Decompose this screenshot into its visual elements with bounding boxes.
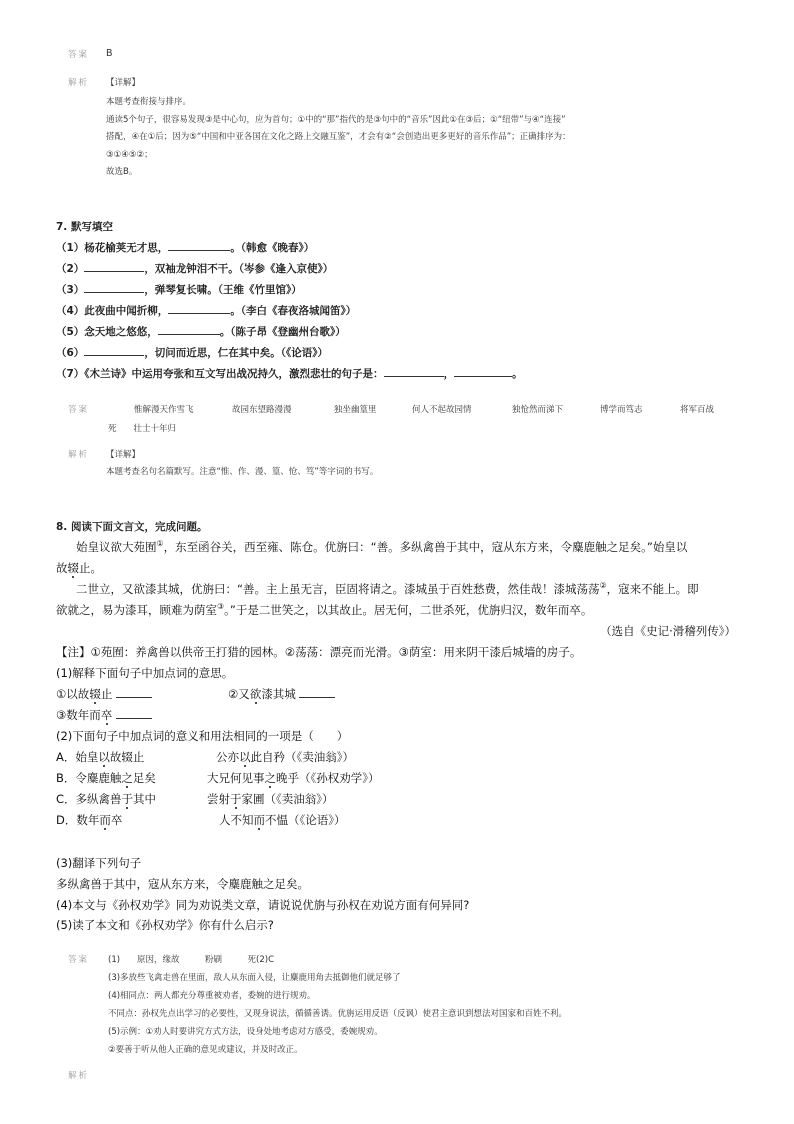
option-d-right bbox=[219, 812, 346, 828]
q7-item-6 bbox=[56, 345, 328, 360]
fill-blank[interactable] bbox=[84, 261, 144, 272]
passage-text: 其中 bbox=[133, 792, 157, 806]
q8-ans-3: (4)相同点：两人都充分尊重被劝者，委婉的进行规劝。 bbox=[108, 991, 316, 1001]
passage-text: ，寇来不能上。即 bbox=[606, 582, 699, 596]
fill-blank[interactable] bbox=[384, 366, 444, 377]
q8-ans-5: (5)示例：①劝人时要讲究方式方法，设身处地考虑对方感受，委婉规劝。 bbox=[108, 1027, 383, 1037]
q7-item-4 bbox=[56, 303, 356, 318]
passage-text: 止。 bbox=[79, 561, 102, 575]
passage-text: B．令麋鹿触 bbox=[56, 771, 122, 785]
answer-label: 答案 bbox=[68, 955, 90, 965]
q7-item-2-pre: （2） bbox=[56, 263, 85, 275]
passage-text: D．数年 bbox=[56, 813, 100, 827]
q6-line-2: 通读5个句子，很容易发现③是中心句，应为首句；①中的“那”指代的是③句中的“音乐”因此①在③后；①“纽带”与④“连接” bbox=[106, 115, 566, 125]
q7-item-6-pre: （6） bbox=[56, 347, 85, 359]
q8-passage-p2-line2 bbox=[56, 602, 592, 618]
q7-item-7 bbox=[56, 366, 523, 381]
dotted-word: 而 bbox=[99, 813, 111, 827]
passage-text: 故 bbox=[56, 561, 68, 575]
passage-text: 漆其城 bbox=[261, 687, 296, 701]
q7-title: 7. 默写填空 bbox=[56, 221, 113, 233]
q8-ans-1: (1) 原因，缘故 粉刷 死(2)C bbox=[108, 955, 275, 965]
passage-text: 公亦 bbox=[216, 750, 239, 764]
q7-item-3-pre: （3） bbox=[56, 284, 85, 296]
q8-s1-a bbox=[56, 686, 152, 702]
dotted-word: 卒 bbox=[100, 708, 113, 722]
q7-answer-6: 博学而笃志 bbox=[600, 405, 643, 415]
option-b-left[interactable] bbox=[56, 770, 156, 786]
q6-line-4: ③①④⑤②； bbox=[106, 150, 153, 160]
passage-text: ，东至函谷关，西至雍、陈仓。优旃曰：“善。多纵禽兽于其中，寇从东方来，令麋鹿触之足矣。”始皇以 bbox=[163, 540, 688, 554]
passage-text: 家圃（《卖油翁》） bbox=[241, 792, 334, 806]
dotted-word: 辍 bbox=[89, 687, 101, 701]
passage-text: 卒 bbox=[110, 813, 123, 827]
q7-item-7-mid: ， bbox=[443, 368, 455, 380]
passage-text: ②又 bbox=[228, 687, 250, 701]
passage-text: ①以故 bbox=[56, 687, 90, 701]
footnote-marker: ② bbox=[599, 581, 607, 591]
q6-answer: B bbox=[106, 48, 113, 59]
option-b-right bbox=[207, 770, 380, 786]
q8-s1-title: (1)解释下面句子中加点词的意思。 bbox=[56, 666, 234, 680]
passage-text: C．多纵禽兽 bbox=[56, 792, 122, 806]
q7-item-6-post: ，切问而近思，仁在其中矣。（《论语》） bbox=[144, 347, 329, 359]
dotted-word: 而 bbox=[253, 813, 265, 827]
passage-text: 故辍止 bbox=[109, 750, 145, 764]
q8-s1-c bbox=[56, 707, 152, 723]
fill-blank[interactable] bbox=[158, 324, 220, 335]
q7-item-4-post: 。（李白《春夜洛城闻笛》） bbox=[230, 305, 357, 317]
dotted-word: 于 bbox=[121, 792, 134, 806]
q8-ans-4: 不同点：孙权先点出学习的必要性，又现身说法，循循善诱。优旃运用反语（反讽）使君主意识到想法对国家和百姓不利。 bbox=[108, 1009, 568, 1019]
analysis-label: 解析 bbox=[68, 1071, 90, 1081]
option-c-right bbox=[207, 791, 334, 807]
passage-text: 二世立，又欲漆其城，优旃曰：“善。主上虽无言，臣固将请之。漆城虽于百姓愁费，然佳哉！漆城荡荡 bbox=[76, 582, 600, 596]
q7-answer-7: 将军百战 bbox=[680, 405, 715, 415]
dotted-word: 辍 bbox=[67, 561, 79, 575]
passage-text: 足矣 bbox=[132, 771, 156, 785]
q8-ans-2: (3)多放些飞禽走兽在里面，敌人从东面入侵，让麋鹿用角去抵御他们就足够了 bbox=[108, 973, 401, 983]
answer-label: 答案 bbox=[68, 405, 90, 415]
q8-s3-text: 多纵禽兽于其中，寇从东方来，令麋鹿触之足矣。 bbox=[56, 877, 309, 891]
q8-s2-title: (2)下面句子中加点词的意义和用法相同的一项是（ ） bbox=[56, 729, 349, 743]
footnote-marker: ① bbox=[156, 539, 164, 549]
dotted-word: 之 bbox=[264, 771, 276, 785]
q8-title: 8. 阅读下面文言文，完成问题。 bbox=[56, 521, 208, 533]
fill-blank[interactable] bbox=[84, 282, 144, 293]
dotted-word: 以 bbox=[98, 750, 110, 764]
q7-answer-4: 何人不起故园情 bbox=[412, 405, 472, 415]
analysis-label: 解析 bbox=[68, 450, 90, 460]
q7-answer-3: 独坐幽篁里 bbox=[334, 405, 377, 415]
q8-passage-p1-line1 bbox=[76, 539, 687, 555]
footnote-marker: ③ bbox=[217, 602, 225, 612]
q7-item-5-pre: （5）念天地之悠悠， bbox=[56, 326, 158, 338]
q7-item-3-post: ，弹琴复长啸。（王维《竹里馆》） bbox=[144, 284, 302, 296]
passage-text: 晚乎（《孙权劝学》） bbox=[276, 771, 380, 785]
q8-note: 【注】①苑囿：养禽兽以供帝王打猎的园林。②荡荡：漂亮而光滑。③荫室：用来阴干漆后城墙的房子。 bbox=[56, 645, 582, 659]
q7-item-1-pre: （1）杨花榆荚无才思， bbox=[56, 242, 169, 254]
q7-detail: 本题考查名句名篇默写。注意“惟、作、漫、篁、怆、笃”等字词的书写。 bbox=[106, 467, 379, 477]
answer-blank[interactable] bbox=[299, 687, 335, 698]
q6-line-3: 搭配，④在①后；因为⑤“中国和中亚各国在文化之路上交融互鉴”，才会有②“会创造出更多更好的音乐作品”；正确排序为： bbox=[106, 132, 571, 142]
q7-answer-line2: 死 壮士十年归 bbox=[108, 424, 177, 434]
answer-blank[interactable] bbox=[116, 708, 152, 719]
q7-item-1 bbox=[56, 240, 314, 255]
option-c-left[interactable] bbox=[56, 791, 156, 807]
dotted-word: 以 bbox=[239, 750, 251, 764]
option-a-right bbox=[216, 749, 354, 765]
q7-answer-2: 故园东望路漫漫 bbox=[232, 405, 292, 415]
passage-text: 尝射 bbox=[207, 792, 230, 806]
q7-item-4-pre: （4）此夜曲中闻折柳， bbox=[56, 305, 169, 317]
q8-passage-p2-line1 bbox=[76, 581, 699, 597]
passage-text: 此自矜（《卖油翁》） bbox=[250, 750, 354, 764]
q7-item-2 bbox=[56, 261, 333, 276]
q7-item-7-pre: （7）《木兰诗》中运用夸张和互文写出战况持久，激烈悲壮的句子是： bbox=[56, 368, 384, 380]
q8-source: （选自《史记·滑稽列传》） bbox=[600, 624, 736, 638]
answer-blank[interactable] bbox=[116, 687, 152, 698]
q8-s3-title: (3)翻译下列句子 bbox=[56, 856, 142, 870]
q8-ans-6: ②要善于听从他人正确的意见或建议，并及时改正。 bbox=[108, 1045, 303, 1055]
analysis-label: 解析 bbox=[68, 78, 90, 88]
q7-answer-5: 独怆然而涕下 bbox=[512, 405, 564, 415]
q7-item-2-post: ，双袖龙钟泪不干。（岑参《逢入京使》） bbox=[144, 263, 334, 275]
q8-passage-p1-line2 bbox=[56, 560, 102, 576]
passage-text: 。”于是二世笑之，以其故止。居无何，二世杀死，优旃归汉，数年而卒。 bbox=[224, 603, 593, 617]
passage-text: 大兄何见事 bbox=[207, 771, 265, 785]
q7-answer-1: 惟解漫天作雪飞 bbox=[134, 405, 194, 415]
q7-detail-tag: 【详解】 bbox=[106, 450, 141, 460]
q7-item-7-post: 。 bbox=[512, 368, 523, 380]
q6-line-1: 本题考查衔接与排序。 bbox=[106, 97, 192, 107]
dotted-word: 于 bbox=[230, 792, 242, 806]
passage-text: 始皇议欲大苑囿 bbox=[76, 540, 157, 554]
q8-s1-b bbox=[228, 686, 335, 702]
option-a-left[interactable] bbox=[56, 749, 144, 765]
q7-item-5 bbox=[56, 324, 346, 339]
passage-text: 欲就之，易为漆耳，顾难为荫室 bbox=[56, 603, 217, 617]
dotted-word: 欲 bbox=[249, 687, 262, 701]
q6-detail-tag: 【详解】 bbox=[106, 78, 141, 88]
answer-label: 答案 bbox=[68, 50, 90, 60]
passage-text: 人不知 bbox=[219, 813, 254, 827]
q7-item-5-post: 。（陈子昂《登幽州台歌》） bbox=[219, 326, 346, 338]
passage-text: 止 bbox=[100, 687, 113, 701]
fill-blank[interactable] bbox=[84, 345, 144, 356]
q6-line-5: 故选B。 bbox=[106, 167, 138, 177]
q8-s5-title: (5)读了本文和《孙权劝学》你有什么启示? bbox=[56, 918, 274, 932]
option-d-left[interactable] bbox=[56, 812, 122, 828]
q7-item-1-post: 。（韩愈《晚春》） bbox=[230, 242, 315, 254]
passage-text: A．始皇 bbox=[56, 750, 99, 764]
fill-blank[interactable] bbox=[454, 366, 512, 377]
passage-text: 不愠（《论语》） bbox=[265, 813, 346, 827]
fill-blank[interactable] bbox=[168, 303, 230, 314]
q8-s4-title: (4)本文与《孙权劝学》同为劝说类文章，请说说优旃与孙权在劝说方面有何异同? bbox=[56, 898, 470, 912]
dotted-word: 之 bbox=[121, 771, 133, 785]
fill-blank[interactable] bbox=[168, 240, 230, 251]
q7-item-3 bbox=[56, 282, 302, 297]
passage-text: ③数年而 bbox=[56, 708, 101, 722]
